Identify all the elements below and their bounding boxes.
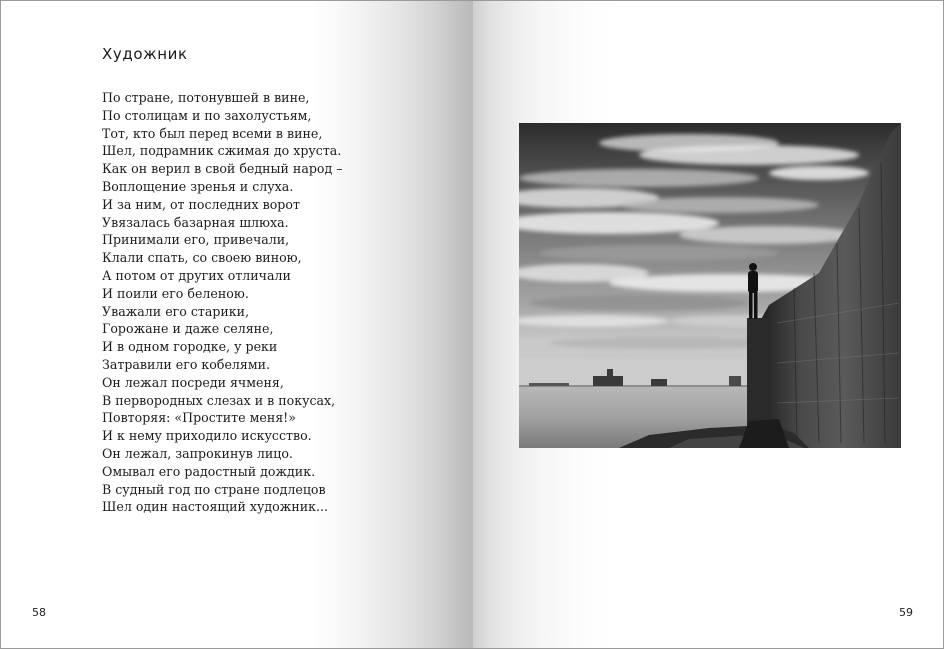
poem-line: В судный год по стране подлецов <box>102 481 326 497</box>
pillar <box>747 318 771 428</box>
poem-line: А потом от других отличали <box>102 267 291 283</box>
page-number-left: 58 <box>32 606 46 619</box>
poem-line: По столицам и по захолустьям, <box>102 107 312 123</box>
right-page <box>473 1 944 648</box>
poem-line: Как он верил в свой бедный народ – <box>102 161 343 177</box>
poem-line: И за ним, от последних ворот <box>102 196 300 212</box>
poem-title: Художник <box>102 45 188 63</box>
left-page <box>1 1 473 648</box>
poem-line: И к нему приходило искусство. <box>102 428 312 444</box>
page-number-right: 59 <box>899 606 913 619</box>
poem-line: В первородных слезах и в покусах, <box>102 392 336 408</box>
poem-line: И поили его беленою. <box>102 285 249 301</box>
poem-line: Повторяя: «Простите меня!» <box>102 410 296 426</box>
poem-line: Тот, кто был перед всеми в вине, <box>102 125 323 141</box>
poem-line: И в одном городке, у реки <box>102 339 278 355</box>
poem-text <box>102 89 343 516</box>
poem-line: Клали спать, со своею виною, <box>102 250 302 266</box>
poem-line: По стране, потонувшей в вине, <box>102 90 310 105</box>
poem-line: Шел, подрамник сжимая до хруста. <box>102 143 342 159</box>
poem-line: Шел один настоящий художник... <box>102 499 329 515</box>
poem-line: Горожане и даже селяне, <box>102 321 274 337</box>
poem-line: Затравили его кобелями. <box>102 356 271 372</box>
poem-line: Воплощение зренья и слуха. <box>102 178 294 194</box>
poem-line: Он лежал, запрокинув лицо. <box>102 445 293 461</box>
poem-line: Принимали его, привечали, <box>102 232 290 248</box>
poem-line: Увязалась базарная шлюха. <box>102 214 289 230</box>
poem-line: Уважали его старики, <box>102 303 250 319</box>
bw-seascape-photo-icon <box>519 123 901 448</box>
poem-line: Он лежал посреди ячменя, <box>102 374 284 390</box>
poem-line: Омывал его радостный дождик. <box>102 463 316 479</box>
